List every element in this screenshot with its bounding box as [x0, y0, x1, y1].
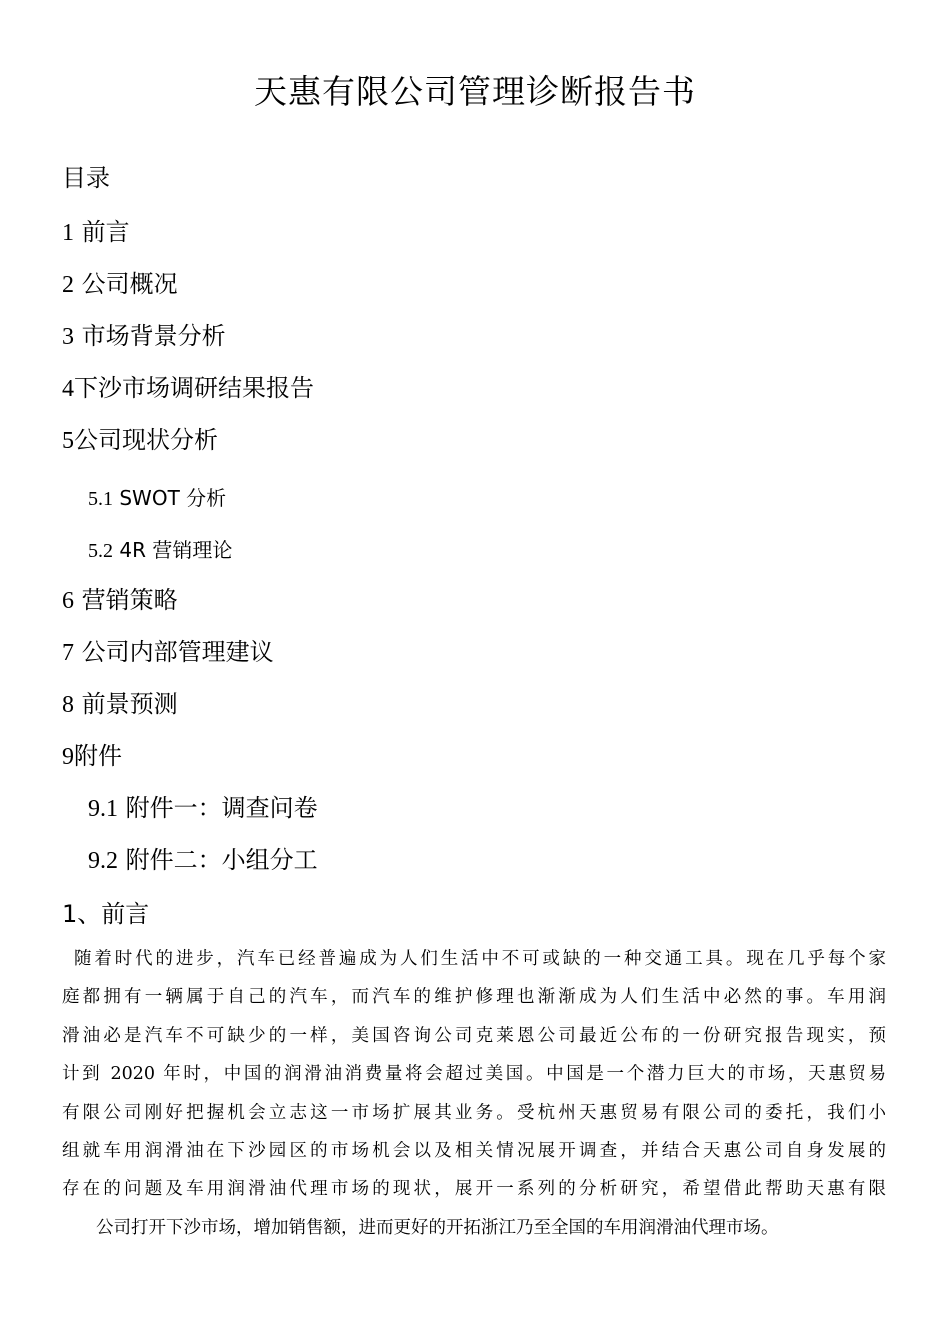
toc-item-9: [62, 738, 122, 775]
toc-item-2: [62, 266, 178, 303]
toc-item-text: 前言: [81, 218, 130, 246]
toc-item-text: 公司概况: [81, 270, 178, 298]
toc-item-number: 7: [62, 640, 74, 666]
toc-item-number: 8: [62, 692, 74, 718]
toc-item-number: 9.2: [88, 848, 118, 874]
toc-item-text: 下沙市场调研结果报告: [74, 374, 314, 402]
paragraph-line: 计到 2020 年时，中国的润滑油消费量将会超过美国。中国是一个潜力巨大的市场，天惠贸易: [62, 1064, 886, 1085]
toc-item-number: 5.2: [88, 540, 113, 562]
toc-item-number: 4: [62, 376, 74, 402]
preface-paragraph: [62, 940, 886, 1247]
toc-item-5-1: [88, 480, 226, 517]
toc-item-text: 营销策略: [81, 586, 178, 614]
toc-item-text: 公司现状分析: [74, 426, 218, 454]
paragraph-line: 存在的问题及车用润滑油代理市场的现状，展开一系列的分析研究，希望借此帮助天惠有限: [62, 1179, 886, 1200]
toc-item-text: SWOT 分析: [119, 486, 227, 510]
toc-item-6: [62, 582, 178, 619]
toc-item-7: [62, 634, 274, 671]
paragraph-line: 公司打开下沙市场，增加销售额，进而更好的开拓浙江乃至全国的车用润滑油代理市场。: [96, 1217, 779, 1238]
paragraph-line: 滑油必是汽车不可缺少的一样，美国咨询公司克莱恩公司最近公布的一份研究报告现实，预: [62, 1025, 886, 1046]
toc-item-text: 公司内部管理建议: [81, 638, 274, 666]
toc-item-9-2: [88, 842, 318, 879]
toc-item-1: [62, 214, 130, 251]
toc-heading: 目录: [62, 164, 110, 192]
toc-item-number: 9: [62, 744, 74, 770]
toc-item-text: 市场背景分析: [81, 322, 226, 350]
toc-item-number: 9.1: [88, 796, 118, 822]
toc-item-5-2: [88, 532, 232, 569]
toc-item-text: 附件一：调查问卷: [125, 794, 318, 822]
toc-item-9-1: [88, 790, 318, 827]
toc-item-text: 前景预测: [81, 690, 178, 718]
toc-item-number: 3: [62, 324, 74, 350]
paragraph-line: 随着时代的进步，汽车已经普遍成为人们生活中不可或缺的一种交通工具。现在几乎每个家: [74, 949, 886, 969]
document-title: 天惠有限公司管理诊断报告书: [254, 72, 696, 111]
toc-item-text: 4R 营销理论: [119, 538, 233, 562]
toc-item-4: [62, 370, 314, 407]
paragraph-line: 组就车用润滑油在下沙园区的市场机会以及相关情况展开调查，并结合天惠公司自身发展的: [62, 1141, 886, 1162]
toc-item-number: 2: [62, 272, 74, 298]
paragraph-line: 有限公司刚好把握机会立志这一市场扩展其业务。受杭州天惠贸易有限公司的委托，我们小: [62, 1102, 886, 1123]
toc-item-text: 附件二：小组分工: [125, 846, 318, 874]
toc-item-number: 5: [62, 428, 74, 454]
toc-item-number: 1: [62, 220, 74, 246]
paragraph-line: 庭都拥有一辆属于自己的汽车，而汽车的维护修理也渐渐成为人们生活中必然的事。车用润: [62, 987, 886, 1008]
toc-item-5: [62, 422, 218, 459]
toc-item-3: [62, 318, 226, 355]
toc-item-number: 6: [62, 588, 74, 614]
toc-item-8: [62, 686, 178, 723]
section-heading-preface: 1、前言: [62, 900, 150, 928]
toc-item-text: 附件: [74, 742, 122, 770]
toc-item-number: 5.1: [88, 488, 113, 510]
